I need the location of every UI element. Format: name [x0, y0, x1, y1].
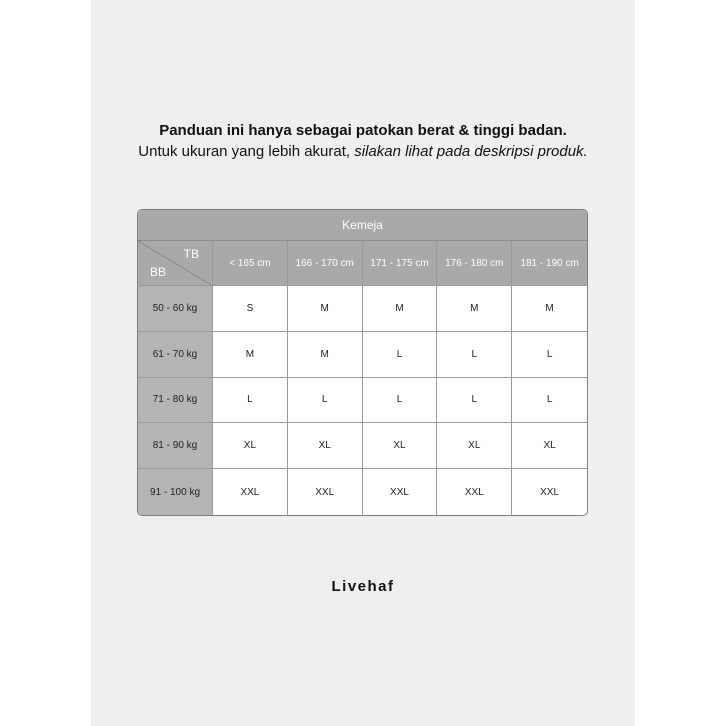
size-cell: M — [288, 286, 363, 332]
corner-diagonal-line — [138, 241, 213, 286]
heading-line-1: Panduan ini hanya sebagai patokan berat & tinggi badan. — [159, 122, 567, 139]
corner-label-height: TB — [183, 247, 199, 261]
size-cell: XXL — [363, 469, 438, 515]
size-cell: L — [512, 332, 587, 378]
size-cell: XXL — [213, 469, 288, 515]
size-cell: S — [213, 286, 288, 332]
column-header: < 165 cm — [213, 241, 288, 286]
size-cell: XL — [512, 423, 587, 469]
size-cell: XL — [363, 423, 438, 469]
size-grid — [138, 241, 587, 515]
heading-line-2-normal: Untuk ukuran yang lebih akurat, — [138, 143, 351, 160]
size-cell: M — [512, 286, 587, 332]
size-cell: L — [363, 378, 438, 424]
row-header: 81 - 90 kg — [138, 423, 213, 469]
size-cell: XL — [288, 423, 363, 469]
column-header: 171 - 175 cm — [363, 241, 438, 286]
size-cell: L — [512, 378, 587, 424]
size-cell: XXL — [437, 469, 512, 515]
brand-logo: Livehaf — [331, 578, 395, 595]
size-cell: L — [288, 378, 363, 424]
row-header: 71 - 80 kg — [138, 378, 213, 424]
size-cell: M — [213, 332, 288, 378]
size-cell: L — [363, 332, 438, 378]
size-cell: L — [213, 378, 288, 424]
row-header: 61 - 70 kg — [138, 332, 213, 378]
column-header: 181 - 190 cm — [512, 241, 587, 286]
table-title: Kemeja — [138, 210, 587, 241]
size-guide-heading — [91, 120, 635, 162]
size-cell: XXL — [288, 469, 363, 515]
size-cell: XXL — [540, 486, 560, 498]
size-chart-table — [137, 209, 588, 516]
corner-label-weight: BB — [150, 265, 167, 279]
table-corner-header — [138, 241, 213, 286]
size-cell: XL — [213, 423, 288, 469]
row-header: 50 - 60 kg — [138, 286, 213, 332]
row-header: 91 - 100 kg — [138, 469, 213, 515]
size-cell: XL — [437, 423, 512, 469]
size-cell: M — [437, 286, 512, 332]
column-header: 166 - 170 cm — [288, 241, 363, 286]
heading-line-2 — [91, 141, 635, 162]
column-header: 176 - 180 cm — [437, 241, 512, 286]
size-cell: M — [288, 332, 363, 378]
size-cell: L — [437, 332, 512, 378]
size-cell: M — [363, 286, 438, 332]
size-cell: L — [437, 378, 512, 424]
heading-line-2-italic: silakan lihat pada deskripsi produk. — [354, 143, 588, 160]
